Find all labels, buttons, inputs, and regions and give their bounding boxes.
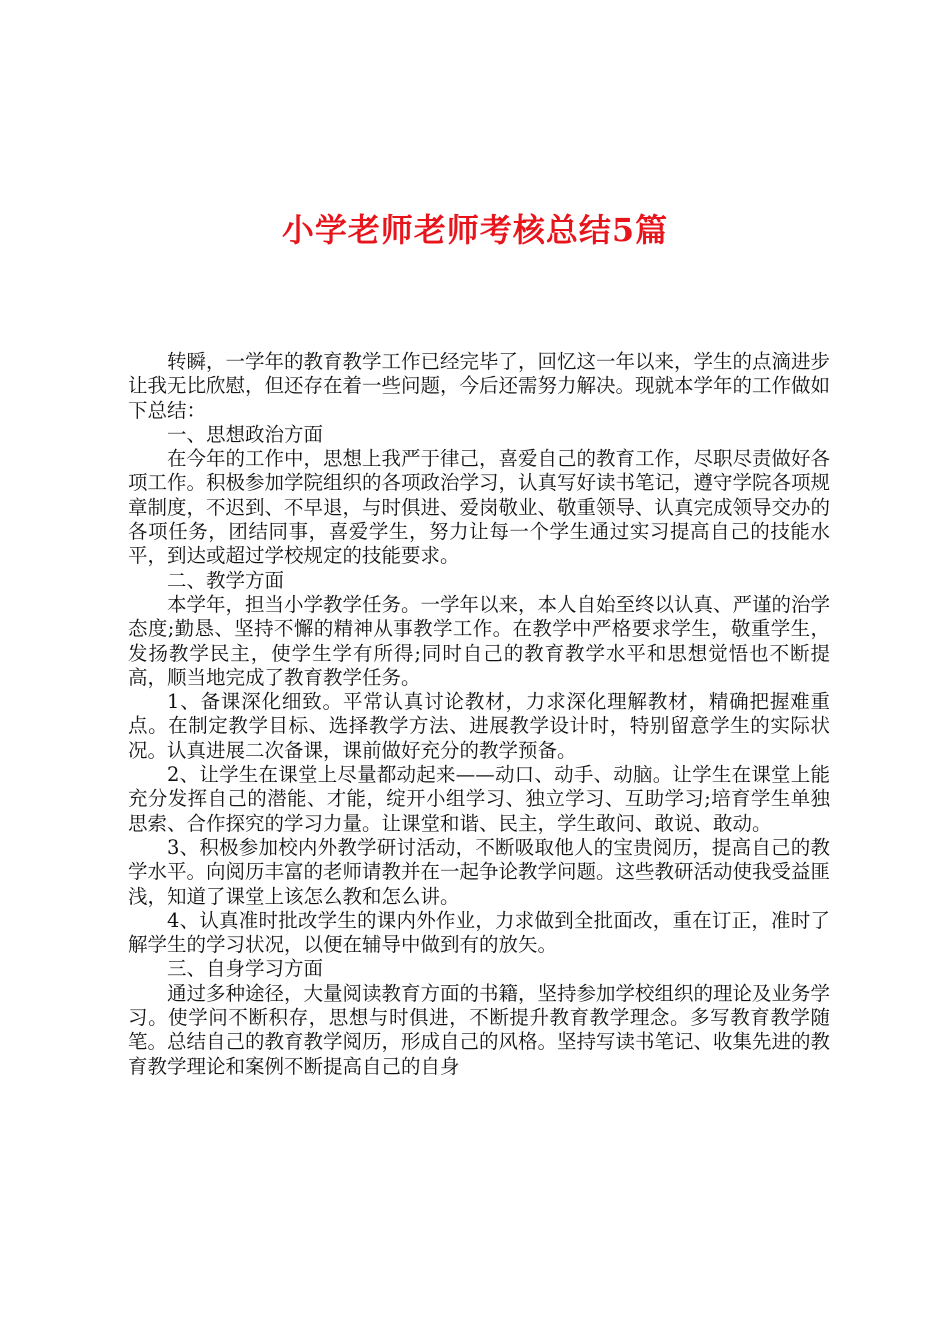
paragraph-item-3: 3、积极参加校内外教学研讨活动，不断吸取他人的宝贵阅历，提高自己的教学水平。向阅历丰富的老师请教并在一起争论教学问题。这些教研活动使我受益匪浅，知道了课堂上该怎么教和怎么讲。 <box>128 835 831 908</box>
section-heading-self-study: 三、自身学习方面 <box>167 957 324 981</box>
section-heading-teaching: 二、教学方面 <box>167 568 285 592</box>
paragraph-item-2: 2、让学生在课堂上尽量都动起来——动口、动手、动脑。让学生在课堂上能充分发挥自己的潜能、才能，绽开小组学习、独立学习、互助学习;培育学生单独思索、合作探究的学习力量。让课堂和谐、民主，学生敢问、敢说、敢动。 <box>128 763 830 835</box>
paragraph-item-1: 1、备课深化细致。平常认真讨论教材，力求深化理解教材，精确把握难重点。在制定教学目标、选择教学方法、进展教学设计时，特别留意学生的实际状况。认真进展二次备课，课前做好充分的教学预备。 <box>128 690 830 762</box>
paragraph-political: 在今年的工作中，思想上我严于律己，喜爱自己的教育工作，尽职尽责做好各项工作。积极参加学院组织的各项政治学习，认真写好读书笔记，遵守学院各项规章制度，不迟到、不早退，与时俱进、爱岗敬业、敬重领导、认真完成领导交办的各项任务，团结同事，喜爱学生，努力让每一个学生通过实习提高自己的技能水平，到达或超过学校规定的技能要求。 <box>128 447 831 568</box>
paragraph-teaching: 本学年，担当小学教学任务。一学年以来，本人自始至终以认真、严谨的治学态度;勤恳、坚持不懈的精神从事教学工作。在教学中严格要求学生，敬重学生，发扬教学民主，使学生学有所得;同时自己的教育教学水平和思想觉悟也不断提高，顺当地完成了教育教学任务。 <box>128 592 831 689</box>
paragraph-intro: 转瞬，一学年的教育教学工作已经完毕了，回忆这一年以来，学生的点滴进步让我无比欣慰，但还存在着一些问题，今后还需努力解决。现就本学年的工作做如下总结： <box>128 350 831 422</box>
paragraph-item-4: 4、认真准时批改学生的课内外作业，力求做到全批面改，重在订正，准时了解学生的学习状况，以便在辅导中做到有的放矢。 <box>128 908 830 957</box>
section-heading-political: 一、思想政治方面 <box>167 422 324 446</box>
document-body <box>128 350 830 1079</box>
document-title: 小学老师老师考核总结5篇 <box>281 211 669 249</box>
paragraph-self-study: 通过多种途径，大量阅读教育方面的书籍，坚持参加学校组织的理论及业务学习。使学问不断积存，思想与时俱进，不断提升教育教学理念。多写教育教学随笔。总结自己的教育教学阅历，形成自己的风格。坚持写读书笔记、收集先进的教育教学理论和案例不断提高自己的自身 <box>128 981 831 1078</box>
